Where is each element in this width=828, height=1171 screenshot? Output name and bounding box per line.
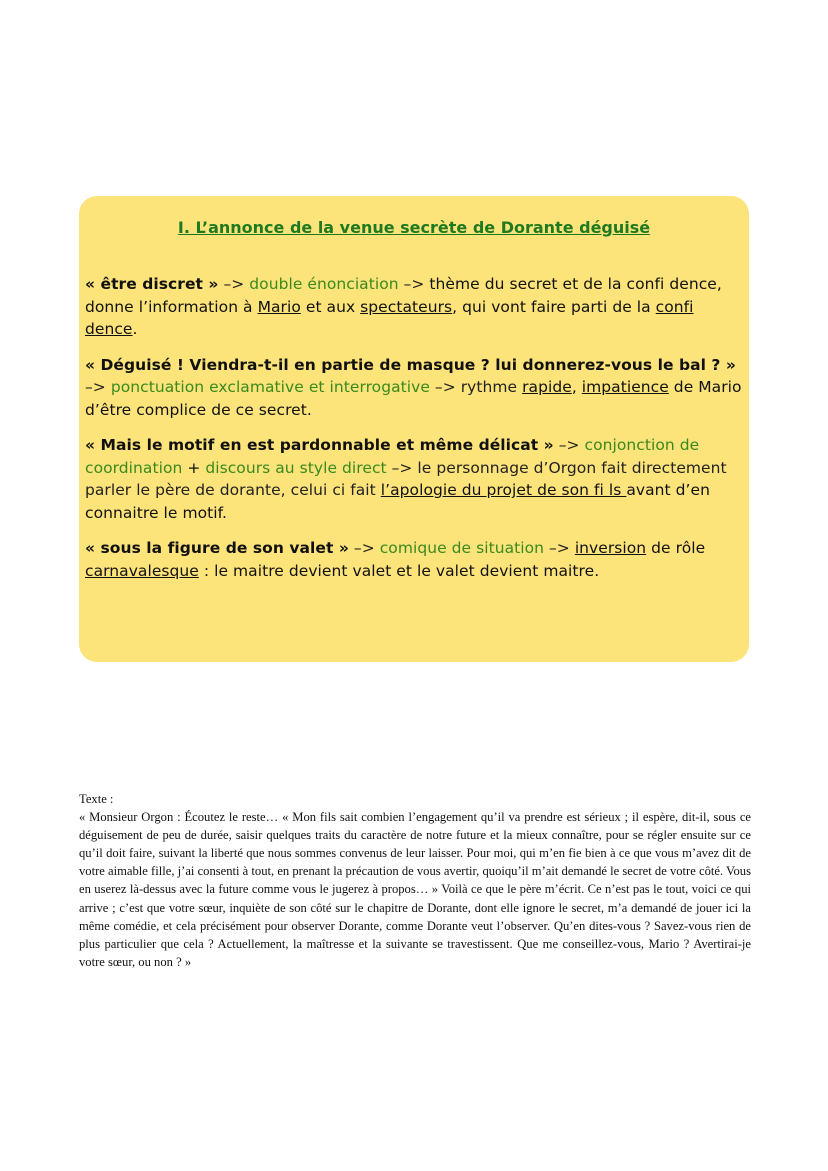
analysis-text: avant d’en connaitre le motif. bbox=[85, 481, 710, 522]
underlined-term: spectateurs bbox=[360, 297, 453, 316]
underlined-term: Mario bbox=[257, 297, 301, 316]
arrow-text: –> bbox=[218, 275, 250, 293]
arrow-text: –> bbox=[85, 378, 111, 396]
arrow-text: –> le personnage d’Orgon fait directement parler le père de dorante, celui ci fait bbox=[85, 458, 727, 499]
analysis-text: , qui vont faire parti de la bbox=[452, 297, 656, 316]
analysis-text: de rôle bbox=[646, 539, 706, 557]
figure-of-speech: conjonction de coordination bbox=[85, 436, 700, 477]
analysis-text: : le maitre devient valet et le valet devient maitre. bbox=[198, 561, 600, 580]
analysis-paragraph-2 bbox=[85, 354, 743, 422]
figure-of-speech: comique de situation bbox=[379, 539, 545, 557]
analysis-text: , bbox=[571, 378, 582, 396]
underlined-term: confi dence bbox=[85, 297, 694, 338]
source-text bbox=[79, 790, 751, 971]
analysis-text: et aux bbox=[300, 297, 361, 316]
analysis-text: thème du secret et de la confi dence, donne l’information à bbox=[85, 275, 722, 316]
section-title: I. L’annonce de la venue secrète de Dorante déguisé bbox=[177, 218, 651, 237]
arrow-text: –> bbox=[348, 539, 380, 557]
figure-of-speech: ponctuation exclamative et interrogative bbox=[110, 378, 430, 396]
underlined-term: inversion bbox=[574, 539, 647, 557]
analysis-paragraph-3 bbox=[85, 434, 743, 524]
underlined-term: carnavalesque bbox=[85, 561, 199, 580]
figure-of-speech: discours au style direct bbox=[205, 458, 387, 477]
underlined-term: impatience bbox=[581, 378, 669, 396]
underlined-term: rapide bbox=[522, 378, 572, 396]
quote: « être discret » bbox=[85, 275, 219, 293]
quote: « sous la figure de son valet » bbox=[85, 539, 349, 557]
arrow-text: –> bbox=[398, 275, 430, 293]
analysis-text: + bbox=[182, 458, 206, 477]
analysis-text: . bbox=[132, 320, 138, 338]
analysis-paragraph-1 bbox=[85, 273, 743, 341]
quote: « Déguisé ! Viendra-t-il en partie de masque ? lui donnerez-vous le bal ? » bbox=[85, 355, 736, 374]
analysis-paragraph-4 bbox=[85, 537, 743, 582]
underlined-term: l’apologie du projet de son fi ls bbox=[380, 481, 627, 499]
summary-card bbox=[79, 196, 749, 662]
source-text-body: « Monsieur Orgon : Écoutez le reste… « Mon fils sait combien l’engagement qu’il va prendre est sérieux ; il espère, dit-il, sous ce déguisement de peu de durée, saisir quelques traits du caractère de notre future et la mieux connaître, pour se régler ensuite sur ce qu’il doit faire, suivant la liberté que nous sommes convenus de leur laisser. Pour moi, qui m’en fie bien à ce que vous m’avez dit de votre aimable fille, j’ai consenti à tout, en prenant la précaution de vous avertir, quoiqu’il m’ait demandé le secret de votre côté. Vous en userez là-dessus avec la future comme vous le jugerez à propos… » Voilà ce que le père m’écrit. Ce n’est pas le tout, voici ce qui arrive ; c’est que votre sœur, inquiète de son côté sur le chapitre de Dorante, dont elle ignore le secret, m’a demandé de jouer ici la même comédie, et cela précisément pour observer Dorante, comme Dorante veut l’observer. Qu’en dites-vous ? Savez-vous rien de plus particulier que cela ? Actuellement, la maîtresse et la suivante se travestissent. Que me conseillez-vous, Mario ? Avertirai-je votre sœur, ou non ? » bbox=[79, 810, 751, 969]
arrow-text: –> bbox=[553, 436, 585, 454]
analysis-text: de Mario d’être complice de ce secret. bbox=[85, 378, 742, 419]
source-text-label: Texte : bbox=[79, 792, 114, 806]
figure-of-speech: double énonciation bbox=[249, 275, 399, 293]
arrow-text: –> bbox=[544, 539, 575, 557]
quote: « Mais le motif en est pardonnable et même délicat » bbox=[85, 436, 554, 454]
arrow-text: –> rythme bbox=[429, 378, 523, 396]
